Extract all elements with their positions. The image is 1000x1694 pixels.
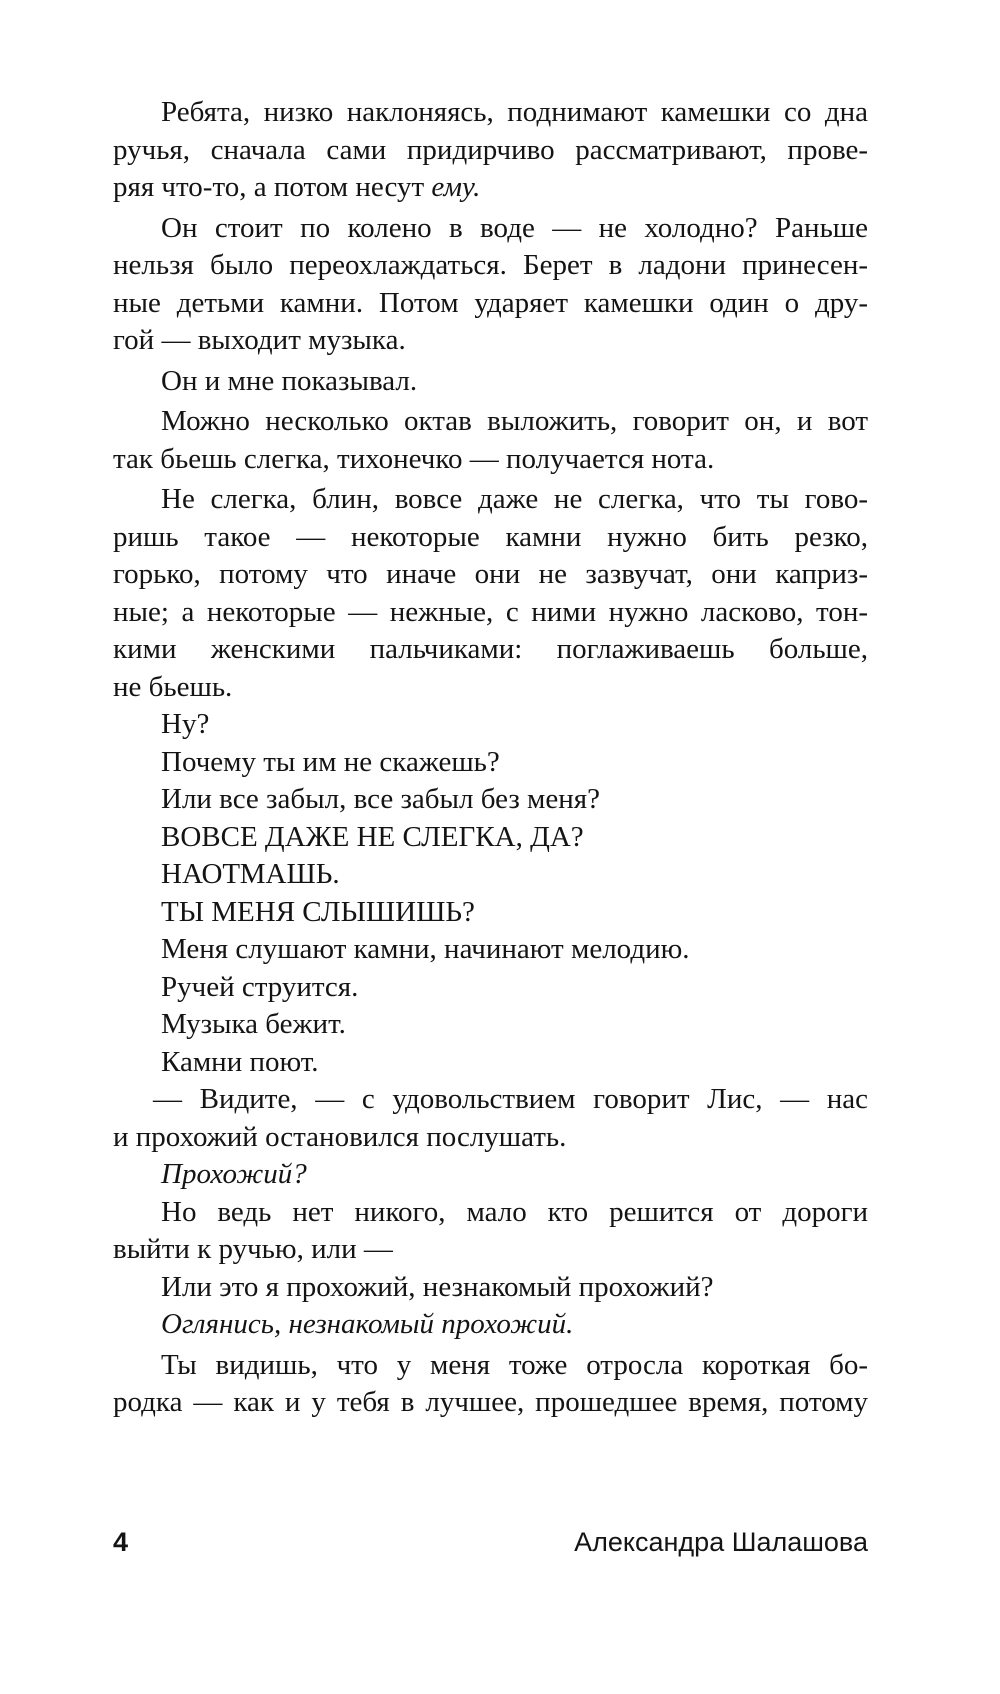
text-line: кими женскими пальчиками: поглаживаешь больше, bbox=[113, 633, 868, 665]
italic-line: Прохожий? bbox=[161, 1158, 307, 1190]
text-line: — Видите, — с удовольствием говорит Лис, — нас bbox=[153, 1083, 868, 1115]
text-line: Меня слушают камни, начинают мелодию. bbox=[161, 933, 690, 965]
italic-word: ему. bbox=[431, 171, 481, 203]
text-line: ные; а некоторые — нежные, с ними нужно ласково, тон- bbox=[113, 595, 868, 628]
text-line: Можно несколько октав выложить, говорит он, и вот bbox=[161, 405, 868, 437]
text-line: и прохожий остановился послушать. bbox=[113, 1120, 567, 1153]
text-line bbox=[113, 1306, 868, 1344]
text-line: ные детьми камни. Потом ударяет камешки один о дру- bbox=[113, 286, 868, 319]
running-footer-author: Александра Шалашова bbox=[574, 1527, 868, 1557]
text-line: Или это я прохожий, незнакомый прохожий? bbox=[161, 1270, 714, 1303]
italic-line: Оглянись, незнакомый прохожий. bbox=[161, 1308, 574, 1340]
text-line: ришь такое — некоторые камни нужно бить резко, bbox=[113, 520, 868, 553]
text-line: Камни поют. bbox=[161, 1045, 319, 1078]
text-line: Ручей струится. bbox=[161, 970, 359, 1003]
text-line: Ребята, низко наклоняясь, поднимают камешки со дна bbox=[161, 96, 868, 128]
text-line: Ты видишь, что у меня тоже отросла короткая бо- bbox=[161, 1348, 868, 1381]
text-line: ручья, сначала сами придирчиво рассматривают, прове- bbox=[113, 133, 868, 166]
page-body-text bbox=[113, 94, 868, 1422]
text-line: Музыка бежит. bbox=[161, 1008, 346, 1040]
text-line: Почему ты им не скажешь? bbox=[161, 745, 500, 778]
text-line: Ну? bbox=[161, 708, 210, 740]
text-line: не бьешь. bbox=[113, 670, 233, 703]
text-line bbox=[113, 1156, 868, 1194]
text-line bbox=[113, 169, 868, 207]
text-line: родка — как и у тебя в лучшее, прошедшее время, потому bbox=[113, 1386, 868, 1418]
text-run: ряя что-то, а потом несут bbox=[113, 171, 432, 203]
text-line: горько, потому что иначе они не зазвучат, они каприз- bbox=[113, 558, 868, 590]
text-line: Он стоит по колено в воде — не холодно? Раньше bbox=[161, 211, 868, 244]
text-line: нельзя было переохлаждаться. Берет в ладони принесен- bbox=[113, 249, 868, 281]
text-line: ТЫ МЕНЯ СЛЫШИШЬ? bbox=[161, 895, 475, 928]
text-line: так бьешь слегка, тихонечко — получается нота. bbox=[113, 442, 715, 475]
text-line: гой — выходит музыка. bbox=[113, 324, 406, 356]
text-line: Или все забыл, все забыл без меня? bbox=[161, 783, 601, 815]
text-line: Он и мне показывал. bbox=[161, 364, 418, 397]
text-line: Но ведь нет никого, мало кто решится от дороги bbox=[161, 1195, 868, 1228]
text-line: выйти к ручью, или — bbox=[113, 1233, 393, 1265]
text-line: Не слегка, блин, вовсе даже не слегка, что ты гово- bbox=[161, 483, 868, 515]
text-line: НАОТМАШЬ. bbox=[161, 858, 340, 890]
text-line: ВОВСЕ ДАЖЕ НЕ СЛЕГКА, ДА? bbox=[161, 820, 584, 853]
page-number: 4 bbox=[113, 1527, 129, 1557]
